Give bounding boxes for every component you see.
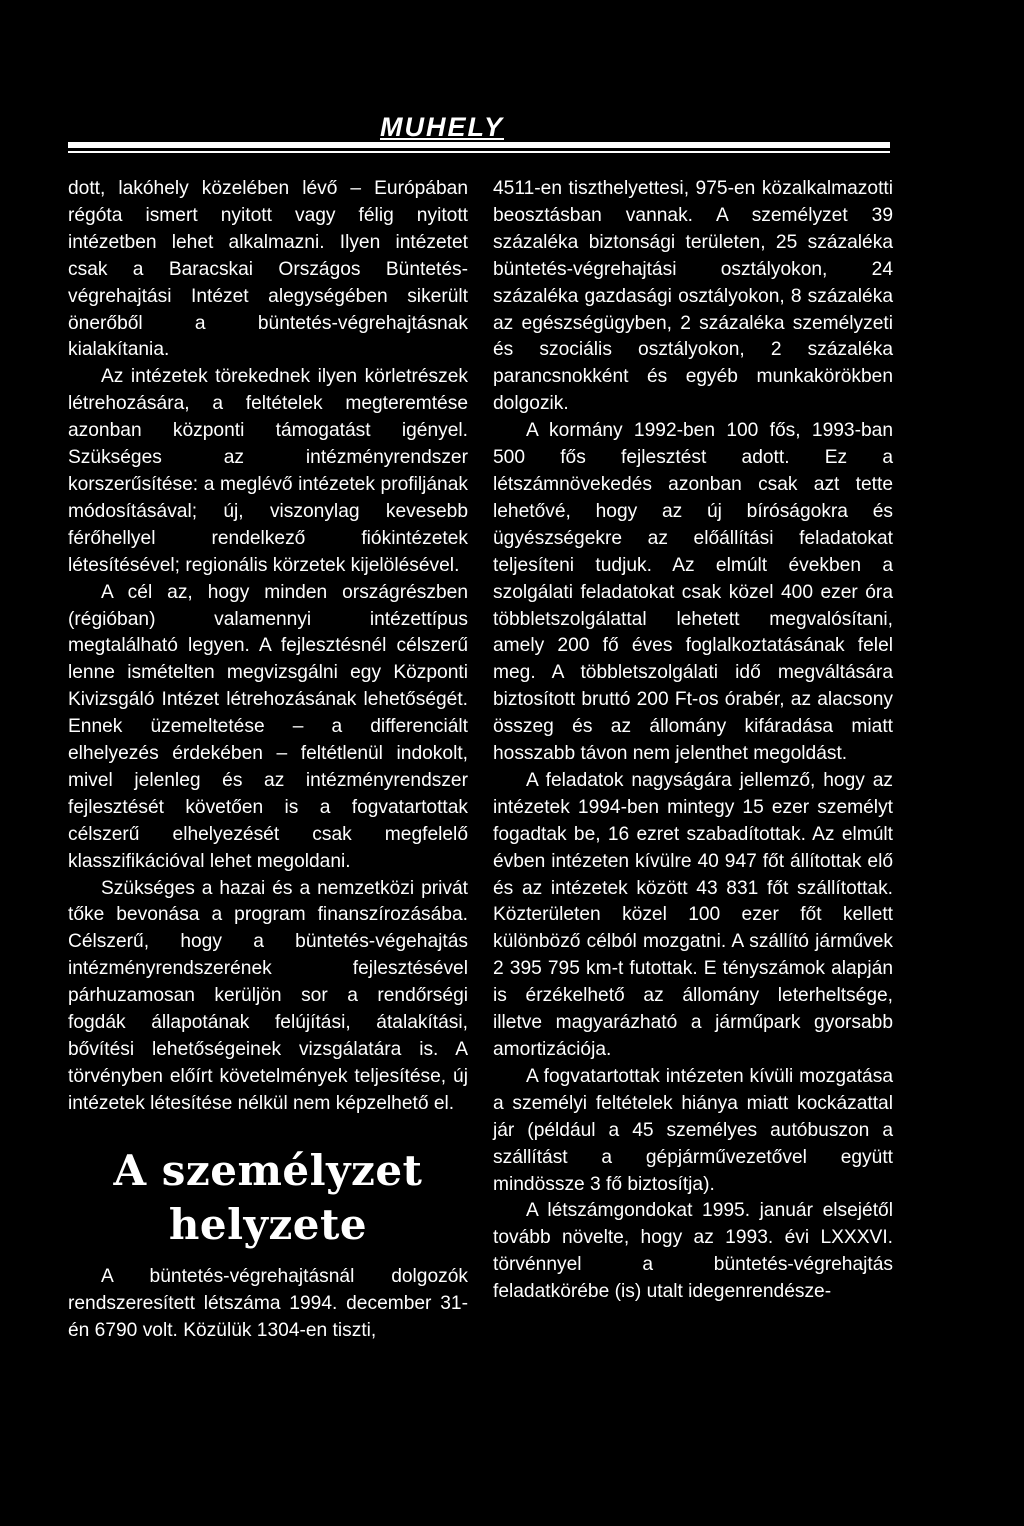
paragraph: A kormány 1992-ben 100 fős, 1993-ban 500 fős fejlesztést adott. Ez a létszámnövekedés azonban csak azt tette lehetővé, hogy az új bíróságokra és ügyészségekre az előállítási feladatokat teljesíteni tudjuk. Az elmúlt években a szolgálati feladatokat csak közel 400 ezer óra többletszolgálattal lehetett megvalósítani, amely 200 fő éves foglalkoztatásának felel meg. A többletszolgálati idő megváltására biztosított bruttó 200 Ft-os órabér, az alacsony összeg és az állomány kifáradása miatt hosszabb távon nem jelenthet megoldást. bbox=[493, 420, 893, 765]
paragraph: A fogvatartottak intézeten kívüli mozgatása a személyi feltételek hiánya miatt kockázattal jár (például a 45 személyes autóbuszon a szállítást a gépjárművezetővel együtt mindössze 3 fő biztosítja). bbox=[493, 1065, 893, 1195]
section-heading-line: A személyzet bbox=[113, 1145, 423, 1195]
page-header-title: MUHELY bbox=[380, 112, 504, 142]
header-rule-thin bbox=[68, 151, 890, 153]
paragraph: Szükséges a hazai és a nemzetközi privát tőke bevonása a program finanszírozásába. Célszerű, hogy a büntetés-végehajtás intézményrendszerének fejlesztésével párhuzamosan kerüljön sor a rendőrségi fogdák állapotának felújítási, átalakítási, bővítési lehetőségeinek vizsgálatára is. A törvényben előírt követelmények teljesítése, új intézetek létesítése nélkül nem képzelhető el. bbox=[68, 877, 468, 1114]
paragraph: 4511-en tiszthelyettesi, 975-en közalkalmazotti beosztásban vannak. A személyzet 39 százaléka biztonsági területen, 25 százaléka büntetés-végrehajtási osztályokon, 24 százaléka gazdasági osztályokon, 8 százaléka az egészségügyben, 2 százaléka személyzeti és szociális osztályokon, 2 százaléka parancsnokként és egyéb munkakörökben dolgozik. bbox=[493, 178, 893, 415]
paragraph: Az intézetek törekednek ilyen körletrészek létrehozására, a feltételek megteremtése azonban központi támogatást igényel. Szükséges az intézményrendszer korszerűsítése: a meglévő intézetek profiljának módosításával; új, viszonylag kevesebb férőhellyel rendelkező fiókintézetek létesítésével; regionális körzetek kijelölésével. bbox=[68, 366, 468, 576]
paragraph: A feladatok nagyságára jellemző, hogy az intézetek 1994-ben mintegy 15 ezer személyt fogadtak be, 16 ezret szabadítottak. Az elmúlt évben intézeten kívülre 40 947 főt állítottak elő és az intézetek között 43 831 főt szállítottak. Közterületen közel 100 ezer főt kellett különböző célból mozgatni. A szállító járművek 2 395 795 km-t futottak. E tényszámok alapján is érzékelhető az állomány leterheltsége, illetve magyarázható a járműpark gyorsabb amortizációja. bbox=[493, 769, 893, 1060]
header-rule-thick bbox=[68, 142, 890, 148]
paragraph: dott, lakóhely közelében lévő – Európában régóta ismert nyitott vagy félig nyitott intézetben lehet alkalmazni. Ilyen intézetet csak a Baracskai Országos Büntetés-végrehajtási Intézet alegységében sikerült önerőből a büntetés-végrehajtásnak kialakítania. bbox=[68, 178, 468, 361]
right-column bbox=[493, 176, 893, 1306]
left-column bbox=[68, 176, 468, 1344]
section-heading-line: helyzete bbox=[168, 1199, 368, 1249]
paragraph: A büntetés-végrehajtásnál dolgozók rendszeresített létszáma 1994. december 31-én 6790 volt. Közülük 1304-en tiszti, bbox=[68, 1265, 468, 1341]
paragraph: A cél az, hogy minden országrészben (régióban) valamennyi intézettípus megtalálható legyen. A fejlesztésnél célszerű lenne ismételten megvizsgálni egy Központi Kivizsgáló Intézet létrehozásának lehetőségét. Ennek üzemeltetése – a differenciált elhelyezés érdekében – feltétlenül indokolt, mivel jelenleg és az intézményrendszer fejlesztését követően is a fogvatartottak célszerű elhelyezését csak megfelelő klasszifikációval lehet megoldani. bbox=[68, 581, 468, 872]
paragraph: A létszámgondokat 1995. január elsejétől tovább növelte, hogy az 1993. évi LXXXVI. törvénnyel a büntetés-végrehajtás feladatkörébe (is) utalt idegenrendésze- bbox=[493, 1200, 893, 1303]
section-heading bbox=[68, 1144, 468, 1252]
